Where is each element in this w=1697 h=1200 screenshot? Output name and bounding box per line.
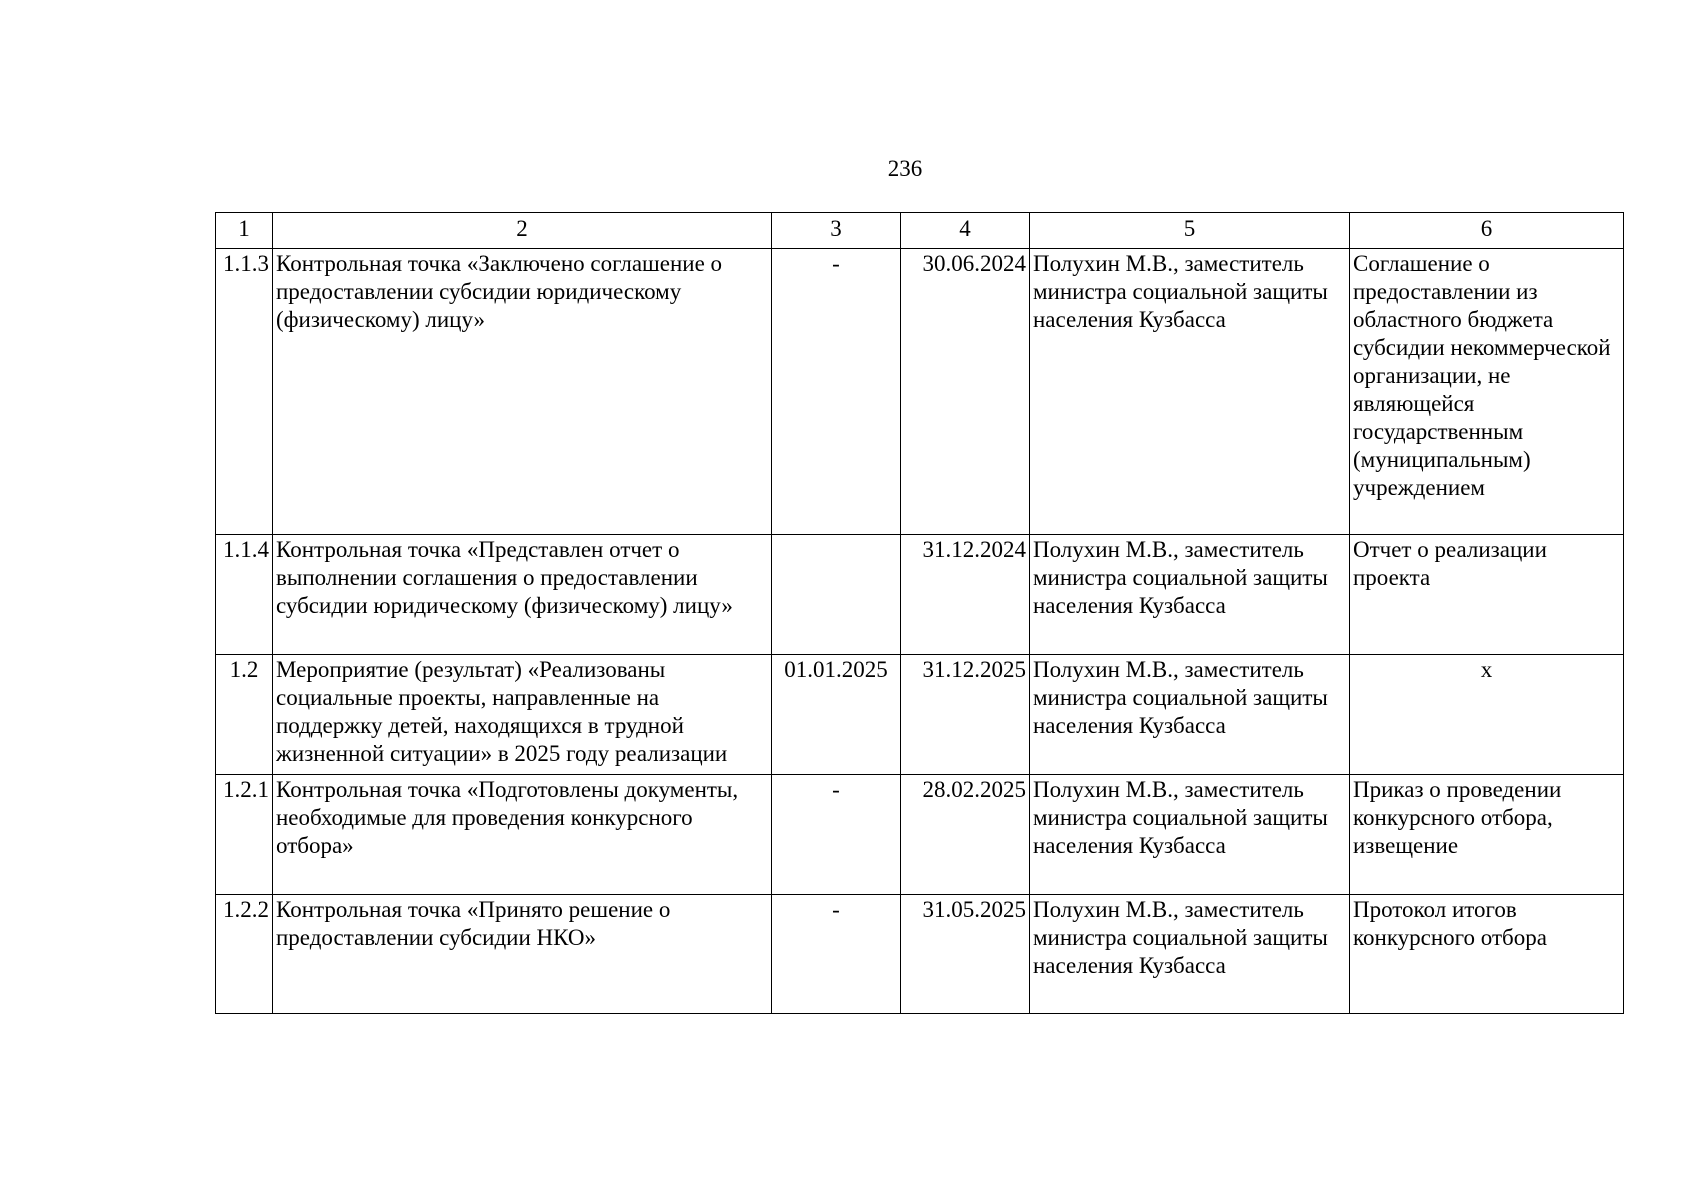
plan-table [215, 212, 1624, 1014]
row-end-date: 31.12.2024 [901, 535, 1030, 655]
row-document: Приказ о проведении конкурсного отбора, извещение [1350, 775, 1624, 895]
row-responsible: Полухин М.В., заместитель министра социальной защиты населения Кузбасса [1030, 775, 1350, 895]
column-header-3: 3 [772, 213, 901, 249]
row-responsible: Полухин М.В., заместитель министра социальной защиты населения Кузбасса [1030, 535, 1350, 655]
row-name: Мероприятие (результат) «Реализованы социальные проекты, направленные на поддержку детей, находящихся в трудной жизненной ситуации» в 2025 году реализации [273, 655, 772, 775]
table-row [216, 775, 1624, 895]
row-start-date: - [772, 895, 901, 1014]
row-document: х [1350, 655, 1624, 775]
column-header-4: 4 [901, 213, 1030, 249]
row-end-date: 28.02.2025 [901, 775, 1030, 895]
page-number: 236 [887, 156, 923, 181]
row-name: Контрольная точка «Представлен отчет о выполнении соглашения о предоставлении субсидии юридическому (физическому) лицу» [273, 535, 772, 655]
row-start-date [772, 535, 901, 655]
row-document: Соглашение о предоставлении из областного бюджета субсидии некоммерческой организации, не являющейся государственным (муниципальным) учреждением [1350, 249, 1624, 535]
row-name: Контрольная точка «Заключено соглашение о предоставлении субсидии юридическому (физическому) лицу» [273, 249, 772, 535]
column-header-2: 2 [273, 213, 772, 249]
row-document: Отчет о реализации проекта [1350, 535, 1624, 655]
row-name: Контрольная точка «Подготовлены документы, необходимые для проведения конкурсного отбора» [273, 775, 772, 895]
table-row [216, 535, 1624, 655]
row-document: Протокол итогов конкурсного отбора [1350, 895, 1624, 1014]
row-responsible: Полухин М.В., заместитель министра социальной защиты населения Кузбасса [1030, 655, 1350, 775]
row-start-date: - [772, 775, 901, 895]
table-row [216, 895, 1624, 1014]
row-end-date: 31.05.2025 [901, 895, 1030, 1014]
row-number: 1.2 [216, 655, 273, 775]
row-number: 1.1.4 [216, 535, 273, 655]
column-header-6: 6 [1350, 213, 1624, 249]
row-number: 1.1.3 [216, 249, 273, 535]
row-start-date: - [772, 249, 901, 535]
column-header-5: 5 [1030, 213, 1350, 249]
row-number: 1.2.2 [216, 895, 273, 1014]
row-responsible: Полухин М.В., заместитель министра социальной защиты населения Кузбасса [1030, 249, 1350, 535]
row-number: 1.2.1 [216, 775, 273, 895]
row-name: Контрольная точка «Принято решение о предоставлении субсидии НКО» [273, 895, 772, 1014]
table-row [216, 655, 1624, 775]
table-row [216, 249, 1624, 535]
row-end-date: 31.12.2025 [901, 655, 1030, 775]
row-start-date: 01.01.2025 [772, 655, 901, 775]
row-end-date: 30.06.2024 [901, 249, 1030, 535]
row-responsible: Полухин М.В., заместитель министра социальной защиты населения Кузбасса [1030, 895, 1350, 1014]
column-header-1: 1 [216, 213, 273, 249]
header-row [216, 213, 1624, 249]
